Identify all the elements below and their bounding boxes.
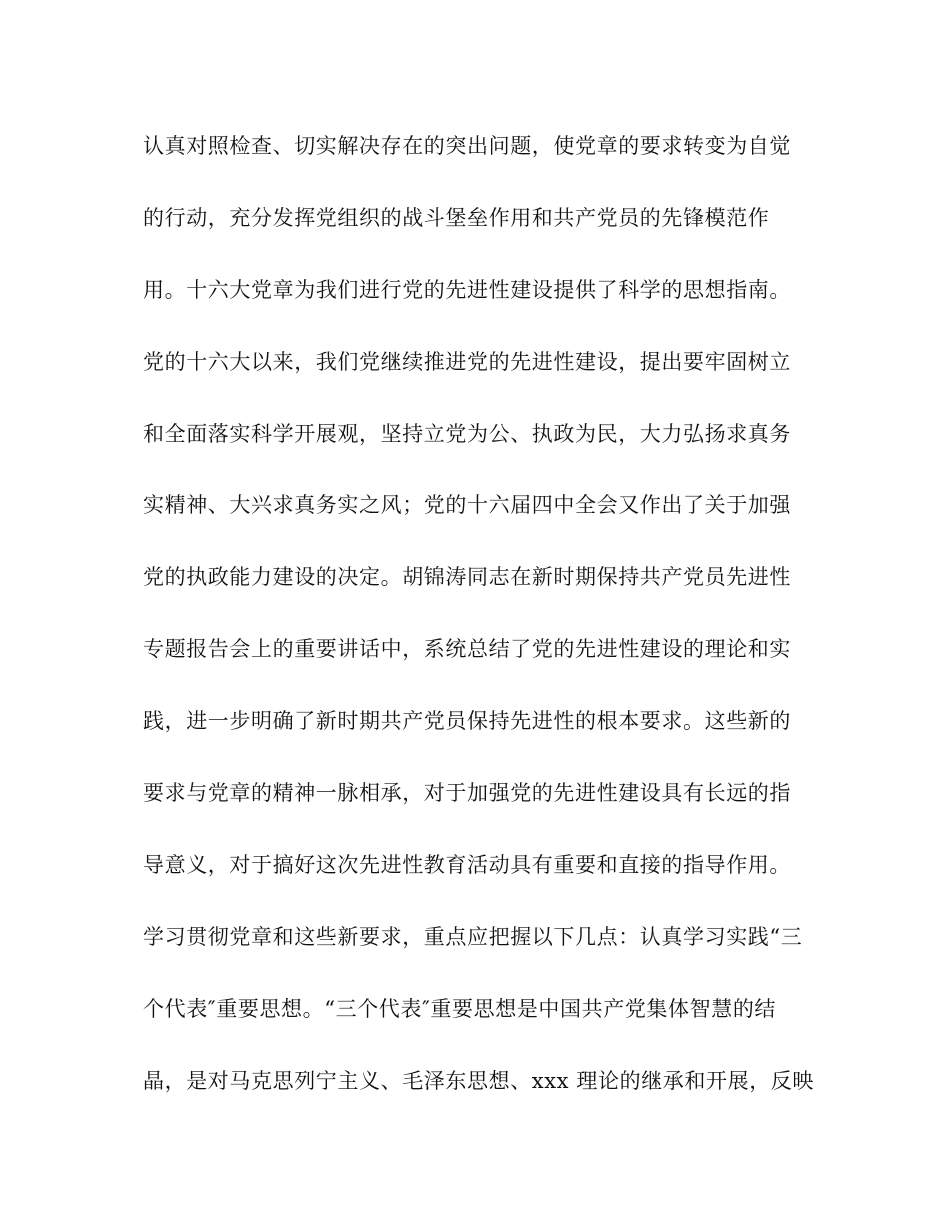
text-line: 认真对照检查、切实解决存在的突出问题，使党章的要求转变为自觉 [143, 134, 791, 158]
text-line: 的行动，充分发挥党组织的战斗堡垒作用和共产党员的先锋模范作 [143, 205, 770, 230]
text-line: 专题报告会上的重要讲话中，系统总结了党的先进性建设的理论和实 [143, 637, 791, 662]
text-line: 要求与党章的精神一脉相承，对于加强党的先进性建设具有长远的指 [143, 781, 791, 806]
text-line: 党的十六大以来，我们党继续推进党的先进性建设，提出要牢固树立 [143, 349, 791, 374]
text-line: 导意义，对于搞好这次先进性教育活动具有重要和直接的指导作用。 [143, 852, 791, 877]
text-line: 和全面落实科学开展观，坚持立党为公、执政为民，大力弘扬求真务 [143, 421, 791, 446]
text-line: 践，进一步明确了新时期共产党员保持先进性的根本要求。这些新的 [143, 709, 791, 734]
text-line: 党的执政能力建设的决定。胡锦涛同志在新时期保持共产党员先进性 [143, 565, 791, 590]
text-line: 晶，是对马克思列宁主义、毛泽东思想、xxx 理论的继承和开展，反映 [143, 1068, 815, 1093]
text-line: 实精神、大兴求真务实之风；党的十六届四中全会又作出了关于加强 [143, 493, 791, 518]
body-text [143, 119, 823, 1125]
text-line: 个代表″重要思想。“三个代表″重要思想是中国共产党集体智慧的结 [143, 996, 777, 1021]
text-line: 学习贯彻党章和这些新要求，重点应把握以下几点：认真学习实践“三 [143, 924, 803, 949]
text-line: 用。十六大党章为我们进行党的先进性建设提供了科学的思想指南。 [143, 277, 791, 302]
